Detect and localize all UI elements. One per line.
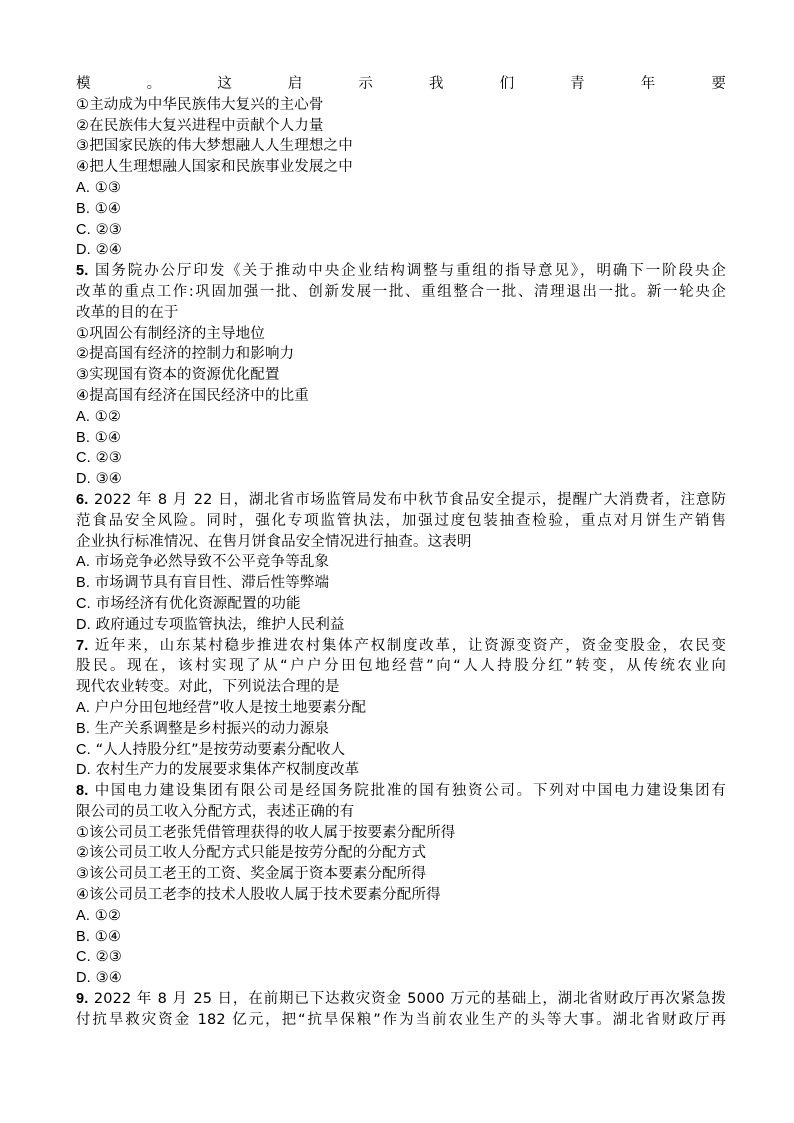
answer-option <box>76 947 726 968</box>
question-stem-line: 限公司的员工收入分配方式，表述正确的有 <box>76 803 355 820</box>
statement-item: ④该公司员工老李的技术人股收人属于技术要素分配所得 <box>76 887 441 904</box>
question-number: 6. <box>76 491 89 508</box>
option-letter: D. <box>76 471 91 488</box>
option-letter: D. <box>76 242 91 259</box>
question-stem-text: 2022 年 8 月 25 日，在前期已下达救灾资金 5000 万元的基础上，湖北省财政厅再次紧急拨 <box>93 991 726 1008</box>
option-text: ②③ <box>95 221 122 238</box>
question-number: 5. <box>76 263 89 280</box>
question-stem-line: 现代农业转变。对此，下列说法合理的是 <box>76 679 340 696</box>
answer-option <box>76 220 726 241</box>
question-stem-line: 范食品安全风险。同时，强化专项监管执法，加强过度包装抽查检验，重点对月饼生产销售 <box>76 512 726 529</box>
option-letter: C. <box>76 741 91 758</box>
question-stem-line <box>76 636 726 657</box>
question-stem-line <box>76 781 726 802</box>
question-stem-line: 模。这启示我们青年要 <box>76 76 726 92</box>
statement-item: ③该公司员工老王的工资、奖金属于资本要素分配所得 <box>76 866 427 883</box>
option-text: 农村生产力的发展要求集体产权制度改革 <box>95 762 360 779</box>
answer-option <box>76 469 726 490</box>
question-stem-line: 付抗旱救灾资金 182 亿元，把“抗旱保粮”作为当前农业生产的头等大事。湖北省财政厅再 <box>76 1011 726 1028</box>
option-text: ②③ <box>95 949 122 966</box>
option-letter: B. <box>76 720 90 737</box>
statement-item: ③实现国有资本的资源优化配置 <box>76 367 280 384</box>
answer-option <box>76 199 726 220</box>
statement-item: ①巩固公有制经济的主导地位 <box>76 325 265 342</box>
statement-item: ②该公司员工收人分配方式只能是按劳分配的分配方式 <box>76 845 427 862</box>
statement-item: ②提高国有经济的控制力和影响力 <box>76 346 295 363</box>
option-text: ①④ <box>94 200 122 217</box>
statement-item: ②在民族伟大复兴进程中贡献个人力量 <box>76 117 324 134</box>
option-text: 市场调节具有盲目性、滞后性等弊端 <box>94 575 330 592</box>
option-text: ②③ <box>95 450 122 467</box>
statement-item: ④提高国有经济在国民经济中的比重 <box>76 387 309 404</box>
answer-option <box>76 698 726 719</box>
option-text: “人人持股分红”是按劳动要素分配收人 <box>95 741 346 758</box>
option-letter: A. <box>76 408 90 425</box>
question-stem-line: 企业执行标准情况、在售月饼食品安全情况进行抽查。这表明 <box>76 533 472 550</box>
answer-option <box>76 407 726 428</box>
option-letter: B. <box>76 429 90 446</box>
question-stem-text: 近年来，山东某村稳步推进农村集体产权制度改革，让资源变资产，资金变股金，农民变 <box>94 637 726 654</box>
answer-option <box>76 428 726 449</box>
question-stem-line <box>76 490 726 511</box>
answer-option <box>76 615 726 636</box>
option-text: ③④ <box>95 970 122 987</box>
option-letter: C. <box>76 595 91 612</box>
option-text: ①② <box>94 907 122 924</box>
option-text: ①② <box>94 408 122 425</box>
option-letter: B. <box>76 200 90 217</box>
option-text: ③④ <box>95 471 122 488</box>
option-text: 户户分田包地经营”收人是按土地要素分配 <box>94 699 367 716</box>
question-stem-text: 2022 年 8 月 22 日，湖北省市场监管局发布中秋节食品安全提示，提醒广大消费者，注意防 <box>93 491 726 508</box>
option-letter: C. <box>76 949 91 966</box>
option-text: ②④ <box>95 242 122 259</box>
answer-option <box>76 760 726 781</box>
option-text: 生产关系调整是乡村振兴的动力源泉 <box>94 720 330 737</box>
option-letter: B. <box>76 575 90 592</box>
statement-item: ③把国家民族的伟大梦想融人人生理想之中 <box>76 138 353 155</box>
option-letter: D. <box>76 762 91 779</box>
option-letter: A. <box>76 179 90 196</box>
question-stem-line: 改革的目的在于 <box>76 304 179 321</box>
answer-option <box>76 740 726 761</box>
answer-option <box>76 906 726 927</box>
answer-option <box>76 178 726 199</box>
question-text-block <box>76 74 726 1031</box>
question-stem-line <box>76 261 726 282</box>
option-text: ①③ <box>94 179 122 196</box>
statement-item: ①主动成为中华民族伟大复兴的主心骨 <box>76 96 324 113</box>
question-number: 7. <box>76 637 89 654</box>
question-stem-text: 国务院办公厅印发《关于推动中央企业结构调整与重组的指导意见》，明确下一阶段央企 <box>94 263 726 280</box>
question-number: 8. <box>76 783 89 800</box>
answer-option <box>76 594 726 615</box>
question-stem-line: 改革的重点工作:巩固加强一批、创新发展一批、重组整合一批、清理退出一批。新一轮央企 <box>76 283 726 300</box>
option-letter: B. <box>76 928 90 945</box>
option-letter: D. <box>76 970 91 987</box>
option-letter: D. <box>76 616 91 633</box>
answer-option <box>76 927 726 948</box>
question-stem-line: 股民。现在，该村实现了从“户户分田包地经营”向“人人持股分红”转变，从传统农业向 <box>76 658 726 675</box>
option-letter: A. <box>76 554 90 571</box>
answer-option <box>76 552 726 573</box>
statement-item: ④把人生理想融人国家和民族事业发展之中 <box>76 159 353 176</box>
option-text: ①④ <box>94 928 122 945</box>
option-text: 市场竞争必然导致不公平竞争等乱象 <box>94 554 330 571</box>
answer-option <box>76 719 726 740</box>
question-stem-line <box>76 989 726 1010</box>
question-number: 9. <box>76 991 89 1008</box>
option-text: ①④ <box>94 429 122 446</box>
question-stem-text: 中国电力建设集团有限公司是经国务院批准的国有独资公司。下列对中国电力建设集团有 <box>94 783 726 800</box>
answer-option <box>76 448 726 469</box>
option-letter: C. <box>76 221 91 238</box>
option-letter: A. <box>76 907 90 924</box>
answer-option <box>76 240 726 261</box>
statement-item: ①该公司员工老张凭借管理获得的收人属于按要素分配所得 <box>76 824 456 841</box>
option-text: 市场经济有优化资源配置的功能 <box>95 595 301 612</box>
option-letter: A. <box>76 699 90 716</box>
option-letter: C. <box>76 450 91 467</box>
answer-option <box>76 968 726 989</box>
option-text: 政府通过专项监管执法，维护人民利益 <box>95 616 345 633</box>
answer-option <box>76 573 726 594</box>
